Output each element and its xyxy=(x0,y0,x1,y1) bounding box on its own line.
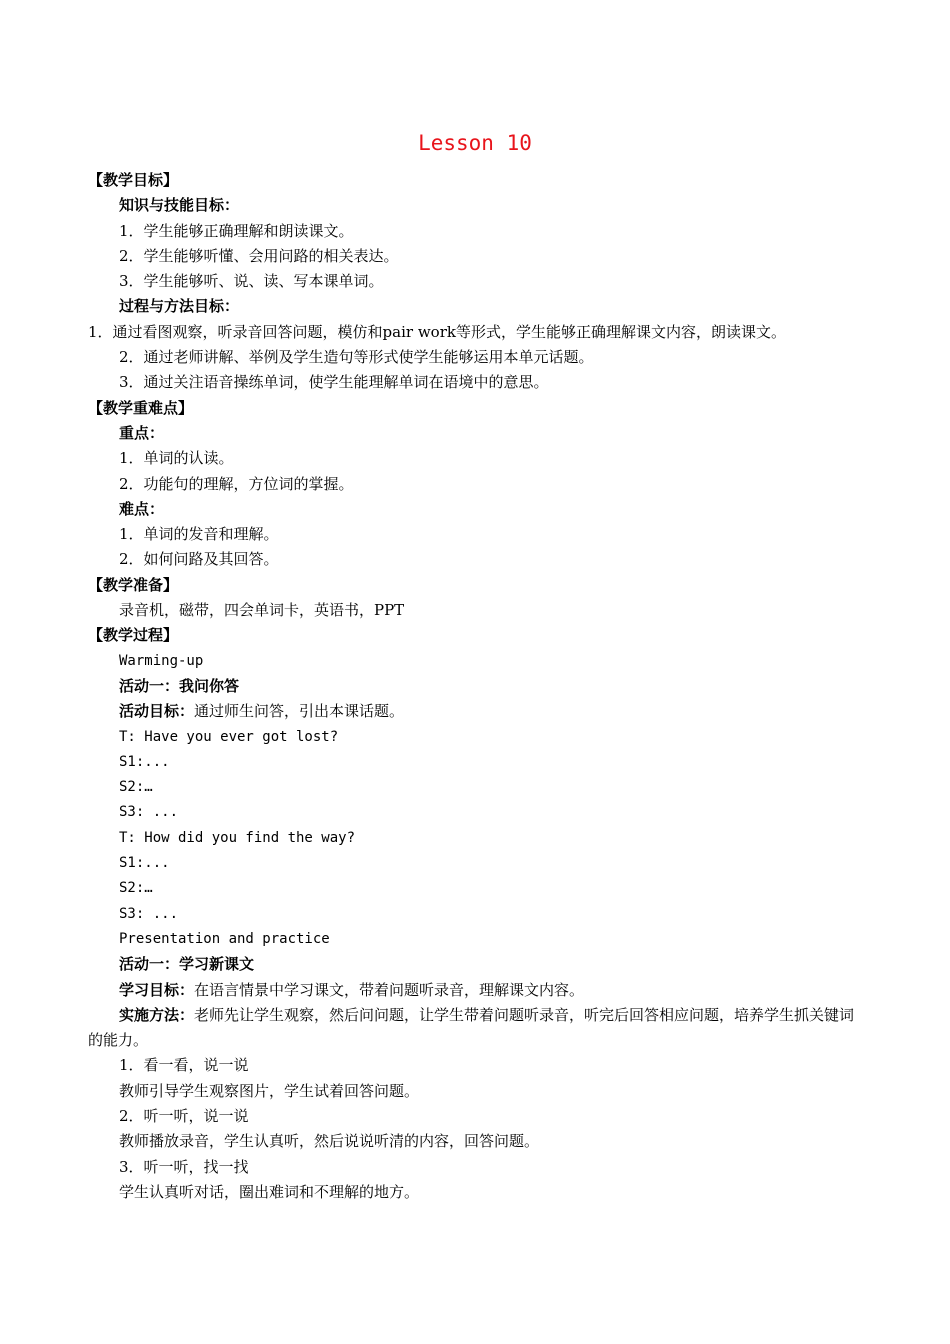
key-heading: 重点： xyxy=(119,423,165,442)
method-label: 实施方法： xyxy=(119,1005,195,1024)
dialogue-line: S3: ... xyxy=(119,905,179,922)
dialogue-line: S2:… xyxy=(119,779,153,796)
knowledge-heading: 知识与技能目标： xyxy=(119,196,240,215)
lesson-content xyxy=(88,168,868,1205)
process-item: 2．通过老师讲解、举例及学生造句等形式使学生能够运用本单元话题。 xyxy=(119,348,594,367)
process-method-heading: 过程与方法目标： xyxy=(119,297,240,316)
key-item: 2．功能句的理解，方位词的掌握。 xyxy=(119,474,354,493)
knowledge-item: 1．学生能够正确理解和朗读课文。 xyxy=(119,221,354,240)
key-item: 1．单词的认读。 xyxy=(119,449,234,468)
preparation-heading: 【教学准备】 xyxy=(88,575,179,594)
difficult-item: 2．如何问路及其回答。 xyxy=(119,550,279,569)
method-paragraph xyxy=(88,1003,868,1054)
dialogue-line: T: Have you ever got lost? xyxy=(119,728,339,745)
knowledge-item: 3．学生能够听、说、读、写本课单词。 xyxy=(119,272,384,291)
warmup-activity: 活动一：我问你答 xyxy=(119,676,240,695)
step-text: 教师引导学生观察图片，学生试着回答问题。 xyxy=(119,1081,420,1100)
warmup-goal xyxy=(88,699,868,724)
warmup-goal-text: 通过师生问答，引出本课话题。 xyxy=(194,702,405,721)
preparation-text: 录音机，磁带，四会单词卡，英语书，PPT xyxy=(119,601,405,620)
learn-goal xyxy=(88,978,868,1003)
method-text: 老师先让学生观察，然后问问题，让学生带着问题听录音，听完后回答相应问题，培养学生抓关键词的能力。 xyxy=(88,1005,855,1050)
dialogue-line: S1:... xyxy=(119,855,170,872)
difficult-item: 1．单词的发音和理解。 xyxy=(119,525,279,544)
process-heading: 【教学过程】 xyxy=(88,626,179,645)
learn-goal-text: 在语言情景中学习课文，带着问题听录音，理解课文内容。 xyxy=(194,980,585,999)
dialogue-line: T: How did you find the way? xyxy=(119,829,356,846)
page-title: Lesson 10 xyxy=(418,131,532,155)
warmup-goal-label: 活动目标： xyxy=(119,702,195,721)
step-title: 3．听一听，找一找 xyxy=(119,1157,249,1176)
step-text: 学生认真听对话，圈出难词和不理解的地方。 xyxy=(119,1182,420,1201)
process-item-wrapped xyxy=(88,320,868,345)
step-title: 1．看一看，说一说 xyxy=(119,1056,249,1075)
knowledge-item: 2．学生能够听懂、会用问路的相关表达。 xyxy=(119,246,399,265)
keypoints-heading: 【教学重难点】 xyxy=(88,398,194,417)
process-item: 3．通过关注语音操练单词，使学生能理解单词在语境中的意思。 xyxy=(119,373,549,392)
step-text: 教师播放录音，学生认真听，然后说说听清的内容，回答问题。 xyxy=(119,1132,540,1151)
learn-goal-label: 学习目标： xyxy=(119,980,195,999)
presentation-activity: 活动一：学习新课文 xyxy=(119,955,255,974)
dialogue-line: S3: ... xyxy=(119,804,179,821)
presentation-title: Presentation and practice xyxy=(119,930,330,947)
warmup-title: Warming-up xyxy=(119,652,204,669)
dialogue-line: S1:... xyxy=(119,753,170,770)
process-item: 1．通过看图观察，听录音回答问题，模仿和pair work等形式，学生能够正确理解课文内容，朗读课文。 xyxy=(88,322,786,341)
dialogue-line: S2:… xyxy=(119,880,153,897)
objectives-heading: 【教学目标】 xyxy=(88,171,179,189)
difficult-heading: 难点： xyxy=(119,499,165,518)
step-title: 2．听一听，说一说 xyxy=(119,1106,249,1125)
